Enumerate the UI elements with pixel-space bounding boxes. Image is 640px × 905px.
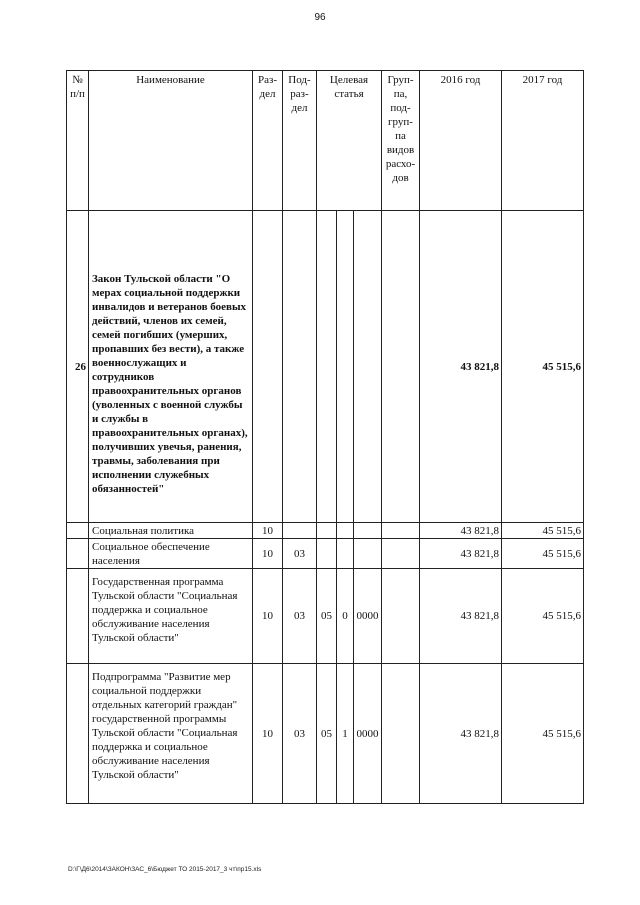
header-name: Наименование <box>89 71 253 211</box>
row-subsection <box>283 211 317 523</box>
row-target-1 <box>317 523 337 539</box>
row-2017: 45 515,6 <box>502 523 584 539</box>
row-section: 10 <box>253 539 283 569</box>
row-num <box>67 539 89 569</box>
header-section: Раз- дел <box>253 71 283 211</box>
table-row <box>67 569 584 664</box>
row-name: Закон Тульской области "О мерах социальной поддержки инвалидов и ветеранов боевых действий, членов их семей, семей погибших (умерших, пропавших без вести), а также военнослужащих и сотрудников правоохранительных органов (уволенных с военной службы и службы в правоохранительных органах), получивших увечья, ранения, травмы, заболевания при исполнении служебных обязанностей" <box>89 211 253 523</box>
header-group: Груп- па, под- груп- па видов расхо- дов <box>382 71 420 211</box>
row-2016: 43 821,8 <box>420 211 502 523</box>
row-section: 10 <box>253 664 283 804</box>
row-target-2 <box>337 211 354 523</box>
row-subsection: 03 <box>283 539 317 569</box>
row-2017: 45 515,6 <box>502 539 584 569</box>
header-2017: 2017 год <box>502 71 584 211</box>
row-group <box>382 523 420 539</box>
row-target-2: 1 <box>337 664 354 804</box>
row-target-3: 0000 <box>354 569 382 664</box>
table-row <box>67 664 584 804</box>
row-subsection: 03 <box>283 664 317 804</box>
row-name: Социальное обеспечение населения <box>89 539 253 569</box>
row-2016: 43 821,8 <box>420 523 502 539</box>
page-number: 96 <box>314 12 326 23</box>
header-subsection: Под- раз- дел <box>283 71 317 211</box>
row-target-3 <box>354 539 382 569</box>
row-target-1: 05 <box>317 664 337 804</box>
row-name: Подпрограмма "Развитие мер социальной поддержки отдельных категорий граждан" государственной программы Тульской области "Социальная поддержка и социальное обслуживание населения Тульской области" <box>89 664 253 804</box>
row-2017: 45 515,6 <box>502 569 584 664</box>
row-target-1: 05 <box>317 569 337 664</box>
row-group <box>382 569 420 664</box>
row-name: Социальная политика <box>89 523 253 539</box>
row-target-3 <box>354 523 382 539</box>
row-group <box>382 664 420 804</box>
header-num: № п/п <box>67 71 89 211</box>
row-num: 26 <box>67 211 89 523</box>
row-target-1 <box>317 539 337 569</box>
row-2016: 43 821,8 <box>420 539 502 569</box>
budget-table <box>66 70 584 804</box>
row-target-1 <box>317 211 337 523</box>
row-2016: 43 821,8 <box>420 569 502 664</box>
file-path-footer: D:\Г\Д6\2014\ЗАКОН\ЗАС_6\Бюджет ТО 2015-2017_3 чт\пр15.xls <box>68 866 262 873</box>
row-group <box>382 539 420 569</box>
row-num <box>67 664 89 804</box>
row-target-3: 0000 <box>354 664 382 804</box>
row-2017: 45 515,6 <box>502 664 584 804</box>
row-2016: 43 821,8 <box>420 664 502 804</box>
row-subsection <box>283 523 317 539</box>
row-group <box>382 211 420 523</box>
table-row <box>67 523 584 539</box>
header-2016: 2016 год <box>420 71 502 211</box>
row-subsection: 03 <box>283 569 317 664</box>
row-target-2 <box>337 523 354 539</box>
row-section <box>253 211 283 523</box>
header-target: Целевая статья <box>317 71 382 211</box>
table-row <box>67 539 584 569</box>
table-row <box>67 211 584 523</box>
row-target-3 <box>354 211 382 523</box>
row-target-2 <box>337 539 354 569</box>
row-num <box>67 569 89 664</box>
row-2017: 45 515,6 <box>502 211 584 523</box>
row-target-2: 0 <box>337 569 354 664</box>
row-name: Государственная программа Тульской области "Социальная поддержка и социальное обслуживание населения Тульской области" <box>89 569 253 664</box>
table-header-row <box>67 71 584 211</box>
row-num <box>67 523 89 539</box>
row-section: 10 <box>253 523 283 539</box>
row-section: 10 <box>253 569 283 664</box>
